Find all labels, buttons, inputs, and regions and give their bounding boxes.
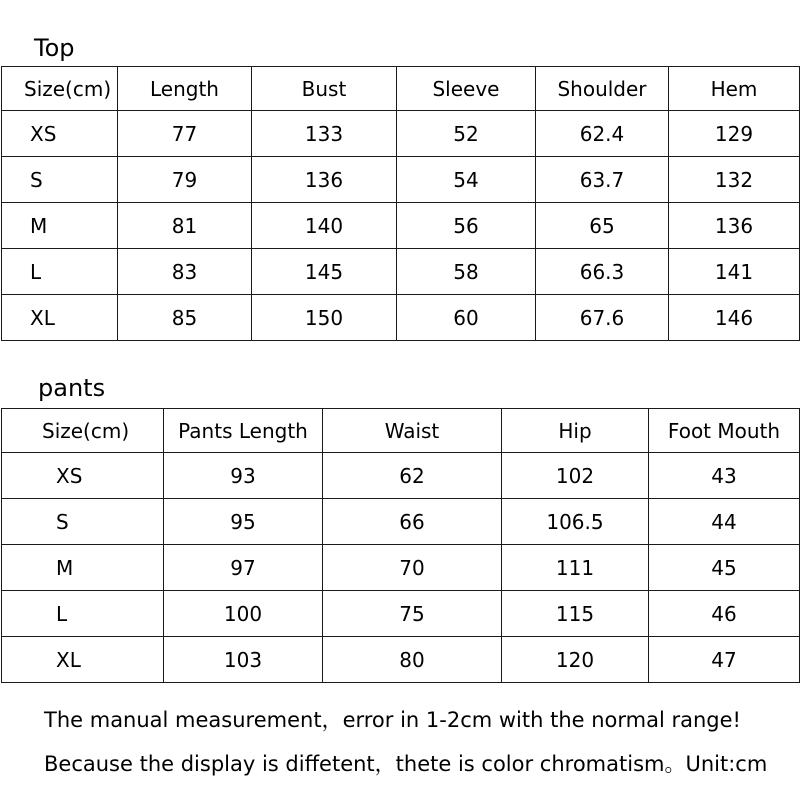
table-cell: S <box>2 157 118 203</box>
table-cell: L <box>2 591 164 637</box>
table-cell: 47 <box>649 637 800 683</box>
column-header: Hip <box>502 409 649 453</box>
table-row <box>2 249 800 295</box>
table-cell: 60 <box>397 295 536 341</box>
column-header: Sleeve <box>397 67 536 111</box>
column-header: Waist <box>323 409 502 453</box>
table-row <box>2 157 800 203</box>
column-header: Size(cm) <box>2 67 118 111</box>
table-cell: 145 <box>252 249 397 295</box>
table-cell: 75 <box>323 591 502 637</box>
table-cell: 58 <box>397 249 536 295</box>
table-cell: 79 <box>118 157 252 203</box>
table-cell: XS <box>2 111 118 157</box>
column-header: Bust <box>252 67 397 111</box>
table-cell: 81 <box>118 203 252 249</box>
column-header: Size(cm) <box>2 409 164 453</box>
pants-size-table <box>1 408 800 683</box>
table-row <box>2 203 800 249</box>
table-cell: 43 <box>649 453 800 499</box>
table-cell: 115 <box>502 591 649 637</box>
table-cell: XL <box>2 295 118 341</box>
color-unit-note: Because the display is diffetent，thete is color chromatism。Unit:cm <box>44 752 768 776</box>
table-cell: 111 <box>502 545 649 591</box>
table-cell: 133 <box>252 111 397 157</box>
table-cell: 95 <box>164 499 323 545</box>
table-cell: 85 <box>118 295 252 341</box>
table-cell: 62.4 <box>536 111 669 157</box>
table-cell: 45 <box>649 545 800 591</box>
table-cell: 136 <box>669 203 800 249</box>
table-row <box>2 499 800 545</box>
table-cell: XS <box>2 453 164 499</box>
table-row <box>2 295 800 341</box>
table-cell: 62 <box>323 453 502 499</box>
table-cell: 66 <box>323 499 502 545</box>
table-cell: 44 <box>649 499 800 545</box>
table-cell: 140 <box>252 203 397 249</box>
table-cell: 136 <box>252 157 397 203</box>
table-row <box>2 637 800 683</box>
table-cell: S <box>2 499 164 545</box>
table-row <box>2 545 800 591</box>
table-cell: 97 <box>164 545 323 591</box>
measurement-note: The manual measurement，error in 1-2cm with the normal range! <box>44 708 741 732</box>
table-cell: 106.5 <box>502 499 649 545</box>
table-cell: 80 <box>323 637 502 683</box>
table-cell: M <box>2 203 118 249</box>
column-header: Length <box>118 67 252 111</box>
table-cell: 100 <box>164 591 323 637</box>
column-header: Foot Mouth <box>649 409 800 453</box>
table-cell: 66.3 <box>536 249 669 295</box>
table-cell: 67.6 <box>536 295 669 341</box>
table-cell: 83 <box>118 249 252 295</box>
table-cell: 56 <box>397 203 536 249</box>
table-header-row <box>2 67 800 111</box>
table-cell: 120 <box>502 637 649 683</box>
table-cell: 52 <box>397 111 536 157</box>
pants-section-title: pants <box>38 374 106 402</box>
table-cell: 93 <box>164 453 323 499</box>
top-size-table <box>1 66 800 341</box>
table-cell: 70 <box>323 545 502 591</box>
table-cell: XL <box>2 637 164 683</box>
table-cell: M <box>2 545 164 591</box>
table-cell: 46 <box>649 591 800 637</box>
table-row <box>2 453 800 499</box>
column-header: Hem <box>669 67 800 111</box>
table-cell: 141 <box>669 249 800 295</box>
table-cell: 54 <box>397 157 536 203</box>
table-cell: 65 <box>536 203 669 249</box>
table-header-row <box>2 409 800 453</box>
table-cell: 132 <box>669 157 800 203</box>
table-cell: 102 <box>502 453 649 499</box>
table-cell: 103 <box>164 637 323 683</box>
table-cell: 129 <box>669 111 800 157</box>
column-header: Shoulder <box>536 67 669 111</box>
table-cell: 150 <box>252 295 397 341</box>
table-cell: 63.7 <box>536 157 669 203</box>
top-section-title: Top <box>34 34 75 62</box>
table-cell: 77 <box>118 111 252 157</box>
table-row <box>2 591 800 637</box>
column-header: Pants Length <box>164 409 323 453</box>
table-cell: 146 <box>669 295 800 341</box>
table-row <box>2 111 800 157</box>
table-cell: L <box>2 249 118 295</box>
